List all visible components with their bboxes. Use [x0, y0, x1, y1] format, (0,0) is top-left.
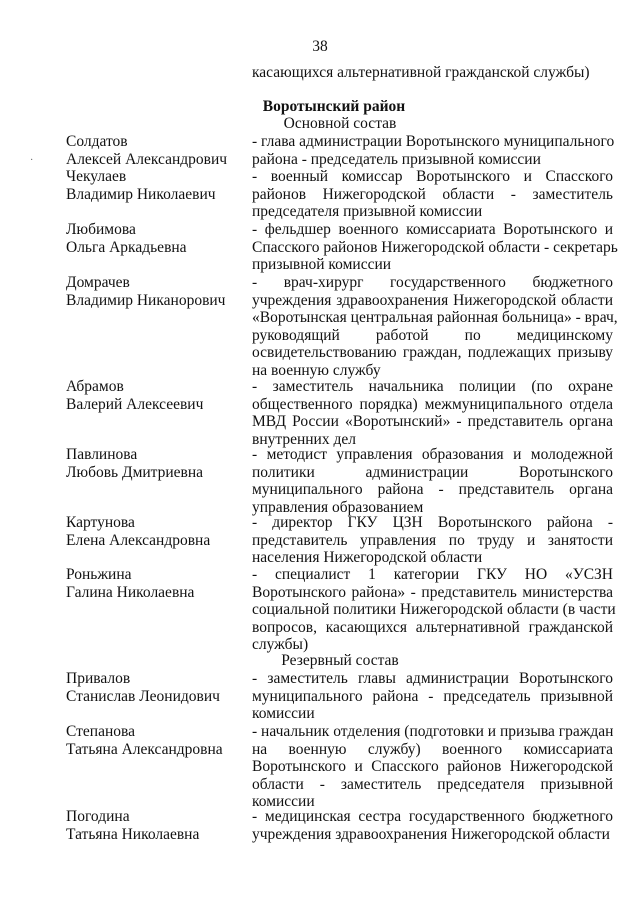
- role-line: - директор ГКУ ЦЗН Воротынского района -: [252, 514, 613, 531]
- role-line: Воротынского района» - представитель министерства: [252, 583, 613, 601]
- member-role-description: [252, 670, 613, 723]
- role-line: населения Нижегородской области: [252, 549, 483, 567]
- member-name: [66, 566, 256, 601]
- role-line: службы): [252, 636, 309, 654]
- member-name: [66, 221, 256, 256]
- member-given-names: Алексей Александрович: [66, 150, 228, 168]
- role-line: - фельдшер военного комиссариата Воротынского и: [252, 221, 613, 238]
- district-title: Воротынский район: [262, 98, 406, 115]
- role-line: комиссии: [252, 793, 315, 811]
- role-line: района - председатель призывной комиссии: [252, 150, 541, 168]
- role-line: освидетельствованию граждан, подлежащих призыву: [252, 344, 613, 362]
- role-line: на военную службу) военного комиссариата: [252, 740, 613, 758]
- member-surname: Роньжина: [66, 566, 132, 583]
- role-line: учреждения здравоохранения Нижегородской области: [252, 291, 613, 309]
- member-surname: Любимова: [66, 221, 136, 238]
- member-role-description: [252, 566, 616, 654]
- member-given-names: Татьяна Николаевна: [66, 825, 200, 843]
- member-name: [66, 446, 256, 481]
- page-number: 38: [312, 38, 328, 55]
- member-name: [66, 274, 256, 309]
- member-given-names: Татьяна Александровна: [66, 740, 223, 758]
- member-role-description: [252, 168, 613, 221]
- role-line: призывной комиссии: [252, 256, 392, 274]
- member-name: [66, 723, 256, 758]
- member-role-description: [252, 514, 613, 567]
- member-role-description: [252, 378, 613, 448]
- member-surname: Степанова: [66, 723, 136, 740]
- member-given-names: Владимир Никанорович: [66, 291, 226, 309]
- role-line: области - заместитель председателя призывной: [252, 775, 613, 793]
- role-line: - глава администрации Воротынского муниципального: [252, 133, 615, 150]
- member-surname: Картунова: [66, 514, 135, 531]
- member-given-names: Ольга Аркадьевна: [66, 238, 187, 256]
- role-line: районов Нижегородской области - заместитель: [252, 185, 613, 203]
- member-given-names: Валерий Алексеевич: [66, 395, 204, 413]
- role-line: вопросов, касающихся альтернативной гражданской: [252, 618, 613, 636]
- role-line: - начальник отделения (подготовки и призыва граждан: [252, 723, 614, 740]
- role-line: - медицинская сестра государственного бюджетного: [252, 808, 613, 825]
- main-composition-heading: Основной состав: [283, 115, 397, 132]
- role-line: политики администрации Воротынского: [252, 463, 613, 481]
- member-surname: Павлинова: [66, 446, 138, 463]
- member-name: [66, 670, 256, 705]
- member-surname: Домрачев: [66, 274, 130, 291]
- role-line: муниципального района - председатель призывной: [252, 687, 613, 705]
- member-role-description: [252, 808, 613, 843]
- role-line: представитель управления по труду и занятости: [252, 531, 613, 549]
- member-name: [66, 133, 256, 168]
- member-name: [66, 808, 256, 843]
- member-surname: Погодина: [66, 808, 130, 825]
- member-surname: Привалов: [66, 670, 131, 687]
- role-line: председателя призывной комиссии: [252, 203, 483, 221]
- role-line: - специалист 1 категории ГКУ НО «УСЗН: [252, 566, 613, 583]
- member-role-description: [252, 274, 618, 380]
- member-surname: Солдатов: [66, 133, 128, 150]
- member-role-description: [252, 133, 613, 168]
- role-line: учреждения здравоохранения Нижегородской области: [252, 825, 610, 843]
- role-line: социальной политики Нижегородской области (в части: [252, 601, 616, 619]
- role-line: Спасского районов Нижегородской области - секретарь: [252, 238, 618, 256]
- role-line: управления образованием: [252, 498, 424, 516]
- role-line: внутренних дел: [252, 430, 356, 448]
- member-given-names: Галина Николаевна: [66, 583, 195, 601]
- role-line: МВД России «Воротынский» - представитель органа: [252, 413, 613, 431]
- member-role-description: [252, 221, 618, 274]
- role-line: «Воротынская центральная районная больница» - врач,: [252, 309, 618, 327]
- member-name: [66, 378, 256, 413]
- role-line: муниципального района - представитель органа: [252, 481, 613, 499]
- role-line: - заместитель главы администрации Воротынского: [252, 670, 613, 687]
- member-given-names: Елена Александровна: [66, 531, 211, 549]
- reserve-composition-heading: Резервный состав: [281, 652, 399, 669]
- margin-mark: ·: [30, 155, 34, 166]
- member-given-names: Владимир Николаевич: [66, 185, 216, 203]
- role-line: на военную службу: [252, 361, 381, 379]
- role-line: - заместитель начальника полиции (по охране: [252, 378, 613, 395]
- member-name: [66, 168, 256, 203]
- member-role-description: [252, 446, 613, 516]
- member-given-names: Любовь Дмитриевна: [66, 463, 204, 481]
- role-line: руководящий работой по медицинскому: [252, 326, 613, 344]
- member-name: [66, 514, 256, 549]
- role-line: - военный комиссар Воротынского и Спасского: [252, 168, 613, 185]
- role-line: общественного порядка) межмуниципального отдела: [252, 395, 613, 413]
- role-line: Воротынского и Спасского районов Нижегородской: [252, 758, 613, 776]
- member-given-names: Станислав Леонидович: [66, 687, 220, 705]
- member-surname: Чекулаев: [66, 168, 127, 185]
- role-line: - методист управления образования и молодежной: [252, 446, 613, 463]
- role-line: - врач-хирург государственного бюджетного: [252, 274, 613, 291]
- member-surname: Абрамов: [66, 378, 124, 395]
- continuation-text: касающихся альтернативной гражданской службы): [252, 64, 590, 81]
- member-role-description: [252, 723, 613, 811]
- role-line: комиссии: [252, 705, 315, 723]
